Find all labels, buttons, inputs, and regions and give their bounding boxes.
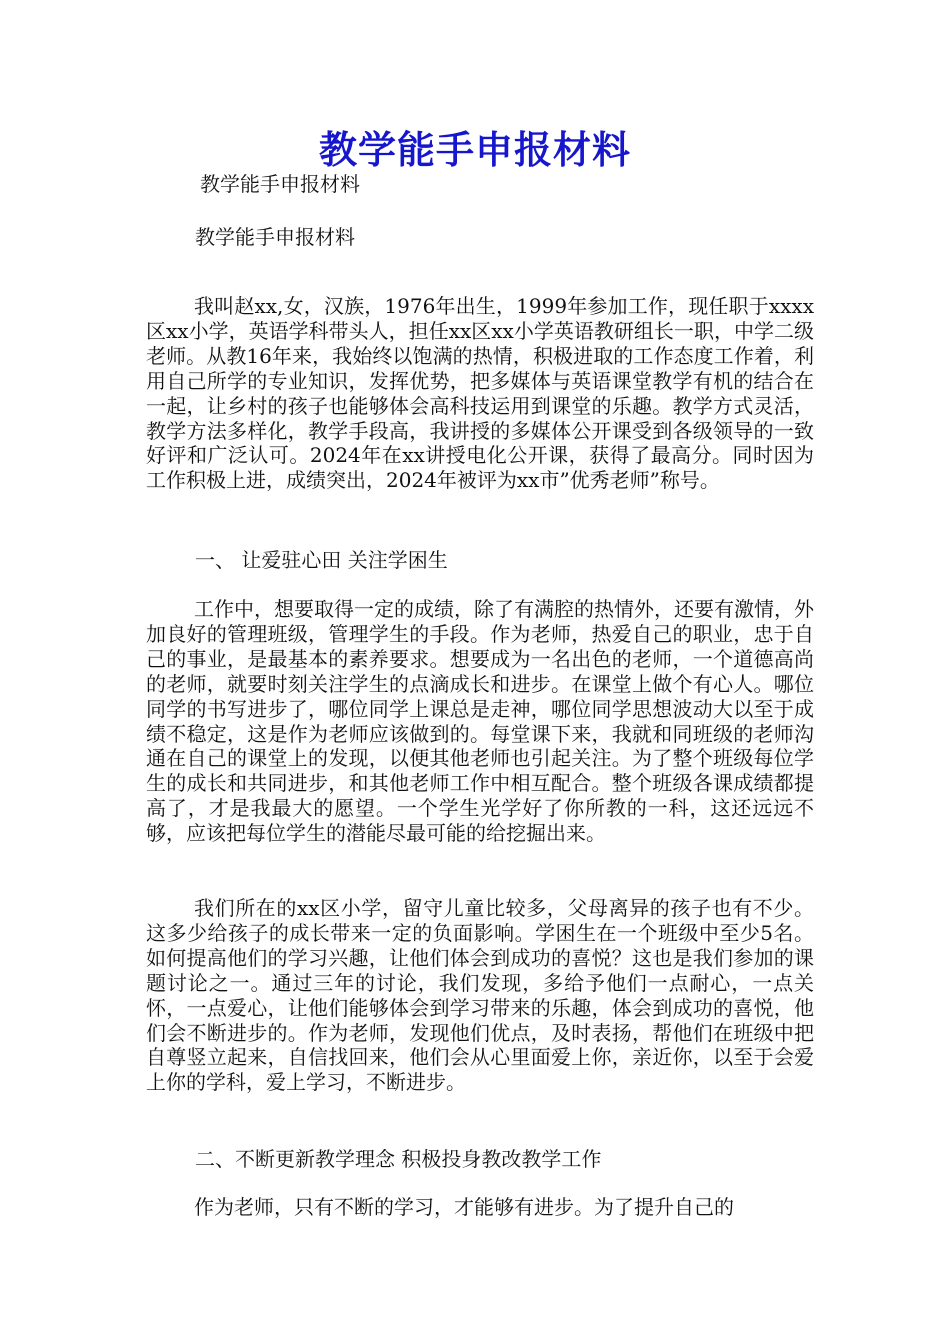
paragraph-learning: 作为老师，只有不断的学习，才能够有进步。为了提升自己的 (194, 1195, 734, 1219)
section-heading-2: 二、不断更新教学理念 积极投身教改教学工作 (195, 1147, 602, 1171)
paragraph-intro: 我叫赵xx,女，汉族，1976年出生，1999年参加工作，现任职于xxxx区xx小学，英语学科带头人，担任xx区xx小学英语教研组长一职，中学二级老师。从教16年来，我始终以饱满的热情，积极进取的工作态度工作着，利用自己所学的专业知识，发挥优势，把多媒体与英语课堂教学有机的结合在一起，让乡村的孩子也能够体会高科技运用到课堂的乐趣。教学方式灵活，教学方法多样化，教学手段高，我讲授的多媒体公开课受到各级领导的一致好评和广泛认可。2024年在xx讲授电化公开课，获得了最高分。同时因为工作积极上进，成绩突出，2024年被评为xx市”优秀老师”称号。 (146, 294, 814, 493)
document-title: 教学能手申报材料 (318, 128, 631, 172)
subtitle-1: 教学能手申报材料 (200, 172, 360, 196)
section-heading-1: 一、 让爱驻心田 关注学困生 (195, 548, 448, 572)
subtitle-2: 教学能手申报材料 (195, 225, 355, 249)
paragraph-students: 我们所在的xx区小学，留守儿童比较多，父母离异的孩子也有不少。这多少给孩子的成长带来一定的负面影响。学困生在一个班级中至少5名。如何提高他们的学习兴趣，让他们体会到成功的喜悦？这也是我们参加的课题讨论之一。通过三年的讨论，我们发现，多给予他们一点耐心，一点关怀，一点爱心，让他们能够体会到学习带来的乐趣，体会到成功的喜悦，他们会不断进步的。作为老师，发现他们优点，及时表扬，帮他们在班级中把自尊竖立起来，自信找回来，他们会从心里面爱上你，亲近你，以至于会爱上你的学科，爱上学习，不断进步。 (146, 896, 814, 1095)
paragraph-work: 工作中，想要取得一定的成绩，除了有满腔的热情外，还要有激情，外加良好的管理班级，管理学生的手段。作为老师，热爱自己的职业，忠于自己的事业，是最基本的素养要求。想要成为一名出色的老师，一个道德高尚的老师，就要时刻关注学生的点滴成长和进步。在课堂上做个有心人。哪位同学的书写进步了，哪位同学上课总是走神，哪位同学思想波动大以至于成绩不稳定，这是作为老师应该做到的。每堂课下来，我就和同班级的老师沟通在自己的课堂上的发现，以便其他老师也引起关注。为了整个班级每位学生的成长和共同进步，和其他老师工作中相互配合。整个班级各课成绩都提高了，才是我最大的愿望。一个学生光学好了你所教的一科，这还远远不够，应该把每位学生的潜能尽最可能的给挖掘出来。 (146, 597, 814, 846)
